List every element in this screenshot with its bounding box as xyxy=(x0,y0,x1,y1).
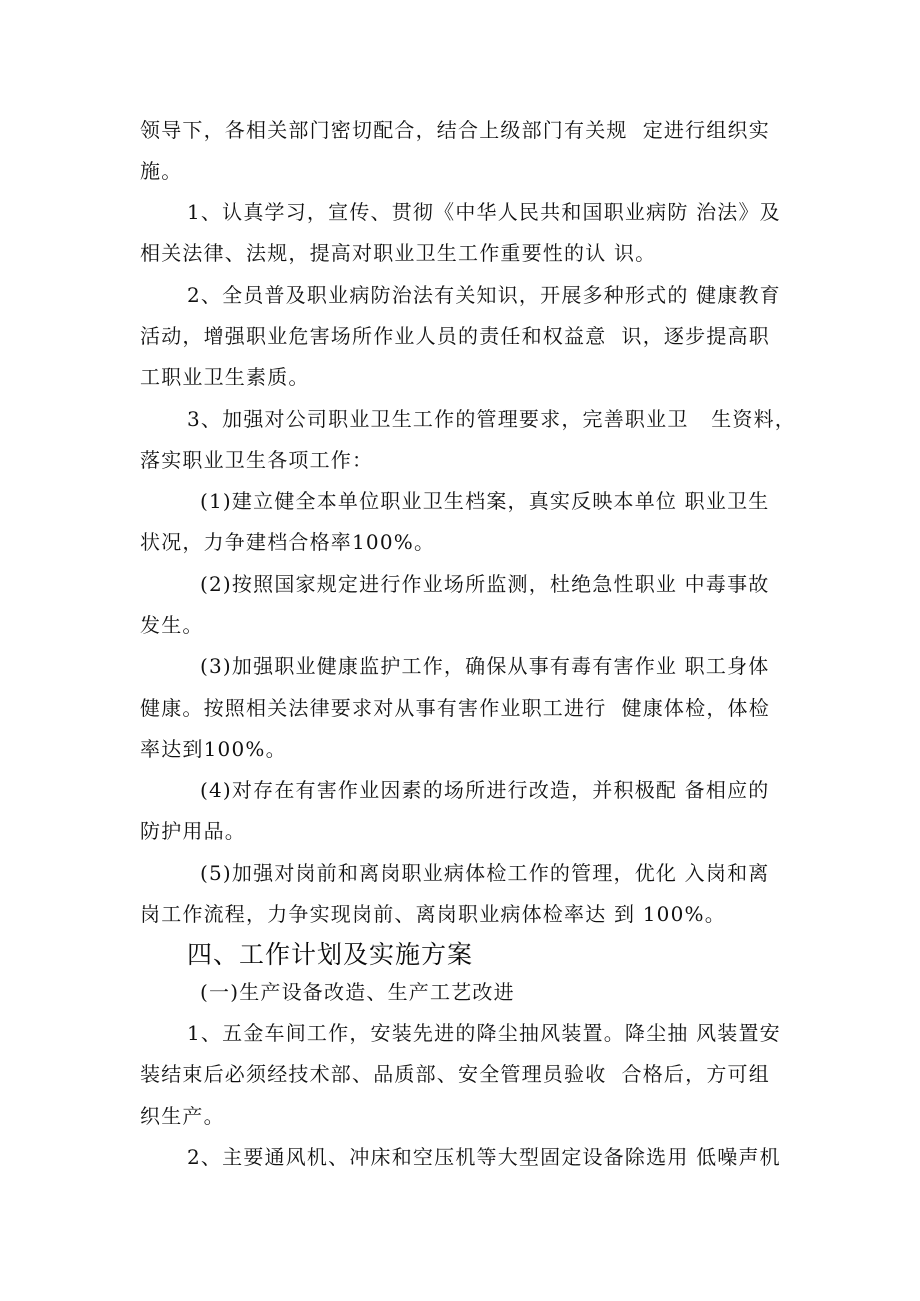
text-line: 状况，力争建档合格率100%。 xyxy=(140,530,436,554)
text-line: 装结束后必须经技术部、品质部、安全管理员验收 合格后，方可组 xyxy=(140,1062,770,1086)
text-line: 施。 xyxy=(140,159,183,183)
text-line: 落实职业卫生各项工作： xyxy=(140,448,374,472)
text-line: (3)加强职业健康监护工作，确保从事有毒有害作业 职工身体 xyxy=(200,654,770,678)
text-line: 1、五金车间工作，安装先进的降尘抽风装置。降尘抽 风装置安 xyxy=(187,1021,781,1045)
text-line: 活动，增强职业危害场所作业人员的责任和权益意 识，逐步提高职 xyxy=(140,324,770,348)
text-line: (5)加强对岗前和离岗职业病体检工作的管理，优化 入岗和离 xyxy=(200,861,770,885)
text-line: 2、全员普及职业病防治法有关知识，开展多种形式的 健康教育 xyxy=(187,283,781,307)
text-line: 率达到100%。 xyxy=(140,737,287,761)
text-line: 发生。 xyxy=(140,613,204,637)
text-line: 织生产。 xyxy=(140,1104,225,1128)
text-line: (1)建立健全本单位职业卫生档案，真实反映本单位 职业卫生 xyxy=(200,489,770,513)
text-line: 岗工作流程，力争实现岗前、离岗职业病体检率达 到 100%。 xyxy=(140,902,726,926)
text-line: 领导下，各相关部门密切配合，结合上级部门有关规 定进行组织实 xyxy=(140,118,770,142)
text-line: 防护用品。 xyxy=(140,819,246,843)
text-line: (4)对存在有害作业因素的场所进行改造，并积极配 备相应的 xyxy=(200,778,770,802)
text-line: 相关法律、法规，提高对职业卫生工作重要性的认 识。 xyxy=(140,241,657,265)
text-line: 1、认真学习，宣传、贯彻《中华人民共和国职业病防 治法》及 xyxy=(187,200,781,224)
text-line: (一)生产设备改造、生产工艺改进 xyxy=(200,980,515,1004)
text-line: 健康。按照相关法律要求对从事有害作业职工进行 健康体检，体检 xyxy=(140,696,770,720)
text-line: 工职业卫生素质。 xyxy=(140,365,310,389)
text-line: 2、主要通风机、冲床和空压机等大型固定设备除选用 低噪声机 xyxy=(187,1145,781,1169)
section-heading: 四、工作计划及实施方案 xyxy=(187,940,474,969)
text-line: (2)按照国家规定进行作业场所监测，杜绝急性职业 中毒事故 xyxy=(200,572,770,596)
text-line: 3、加强对公司职业卫生工作的管理要求，完善职业卫 生资料， xyxy=(187,407,796,431)
